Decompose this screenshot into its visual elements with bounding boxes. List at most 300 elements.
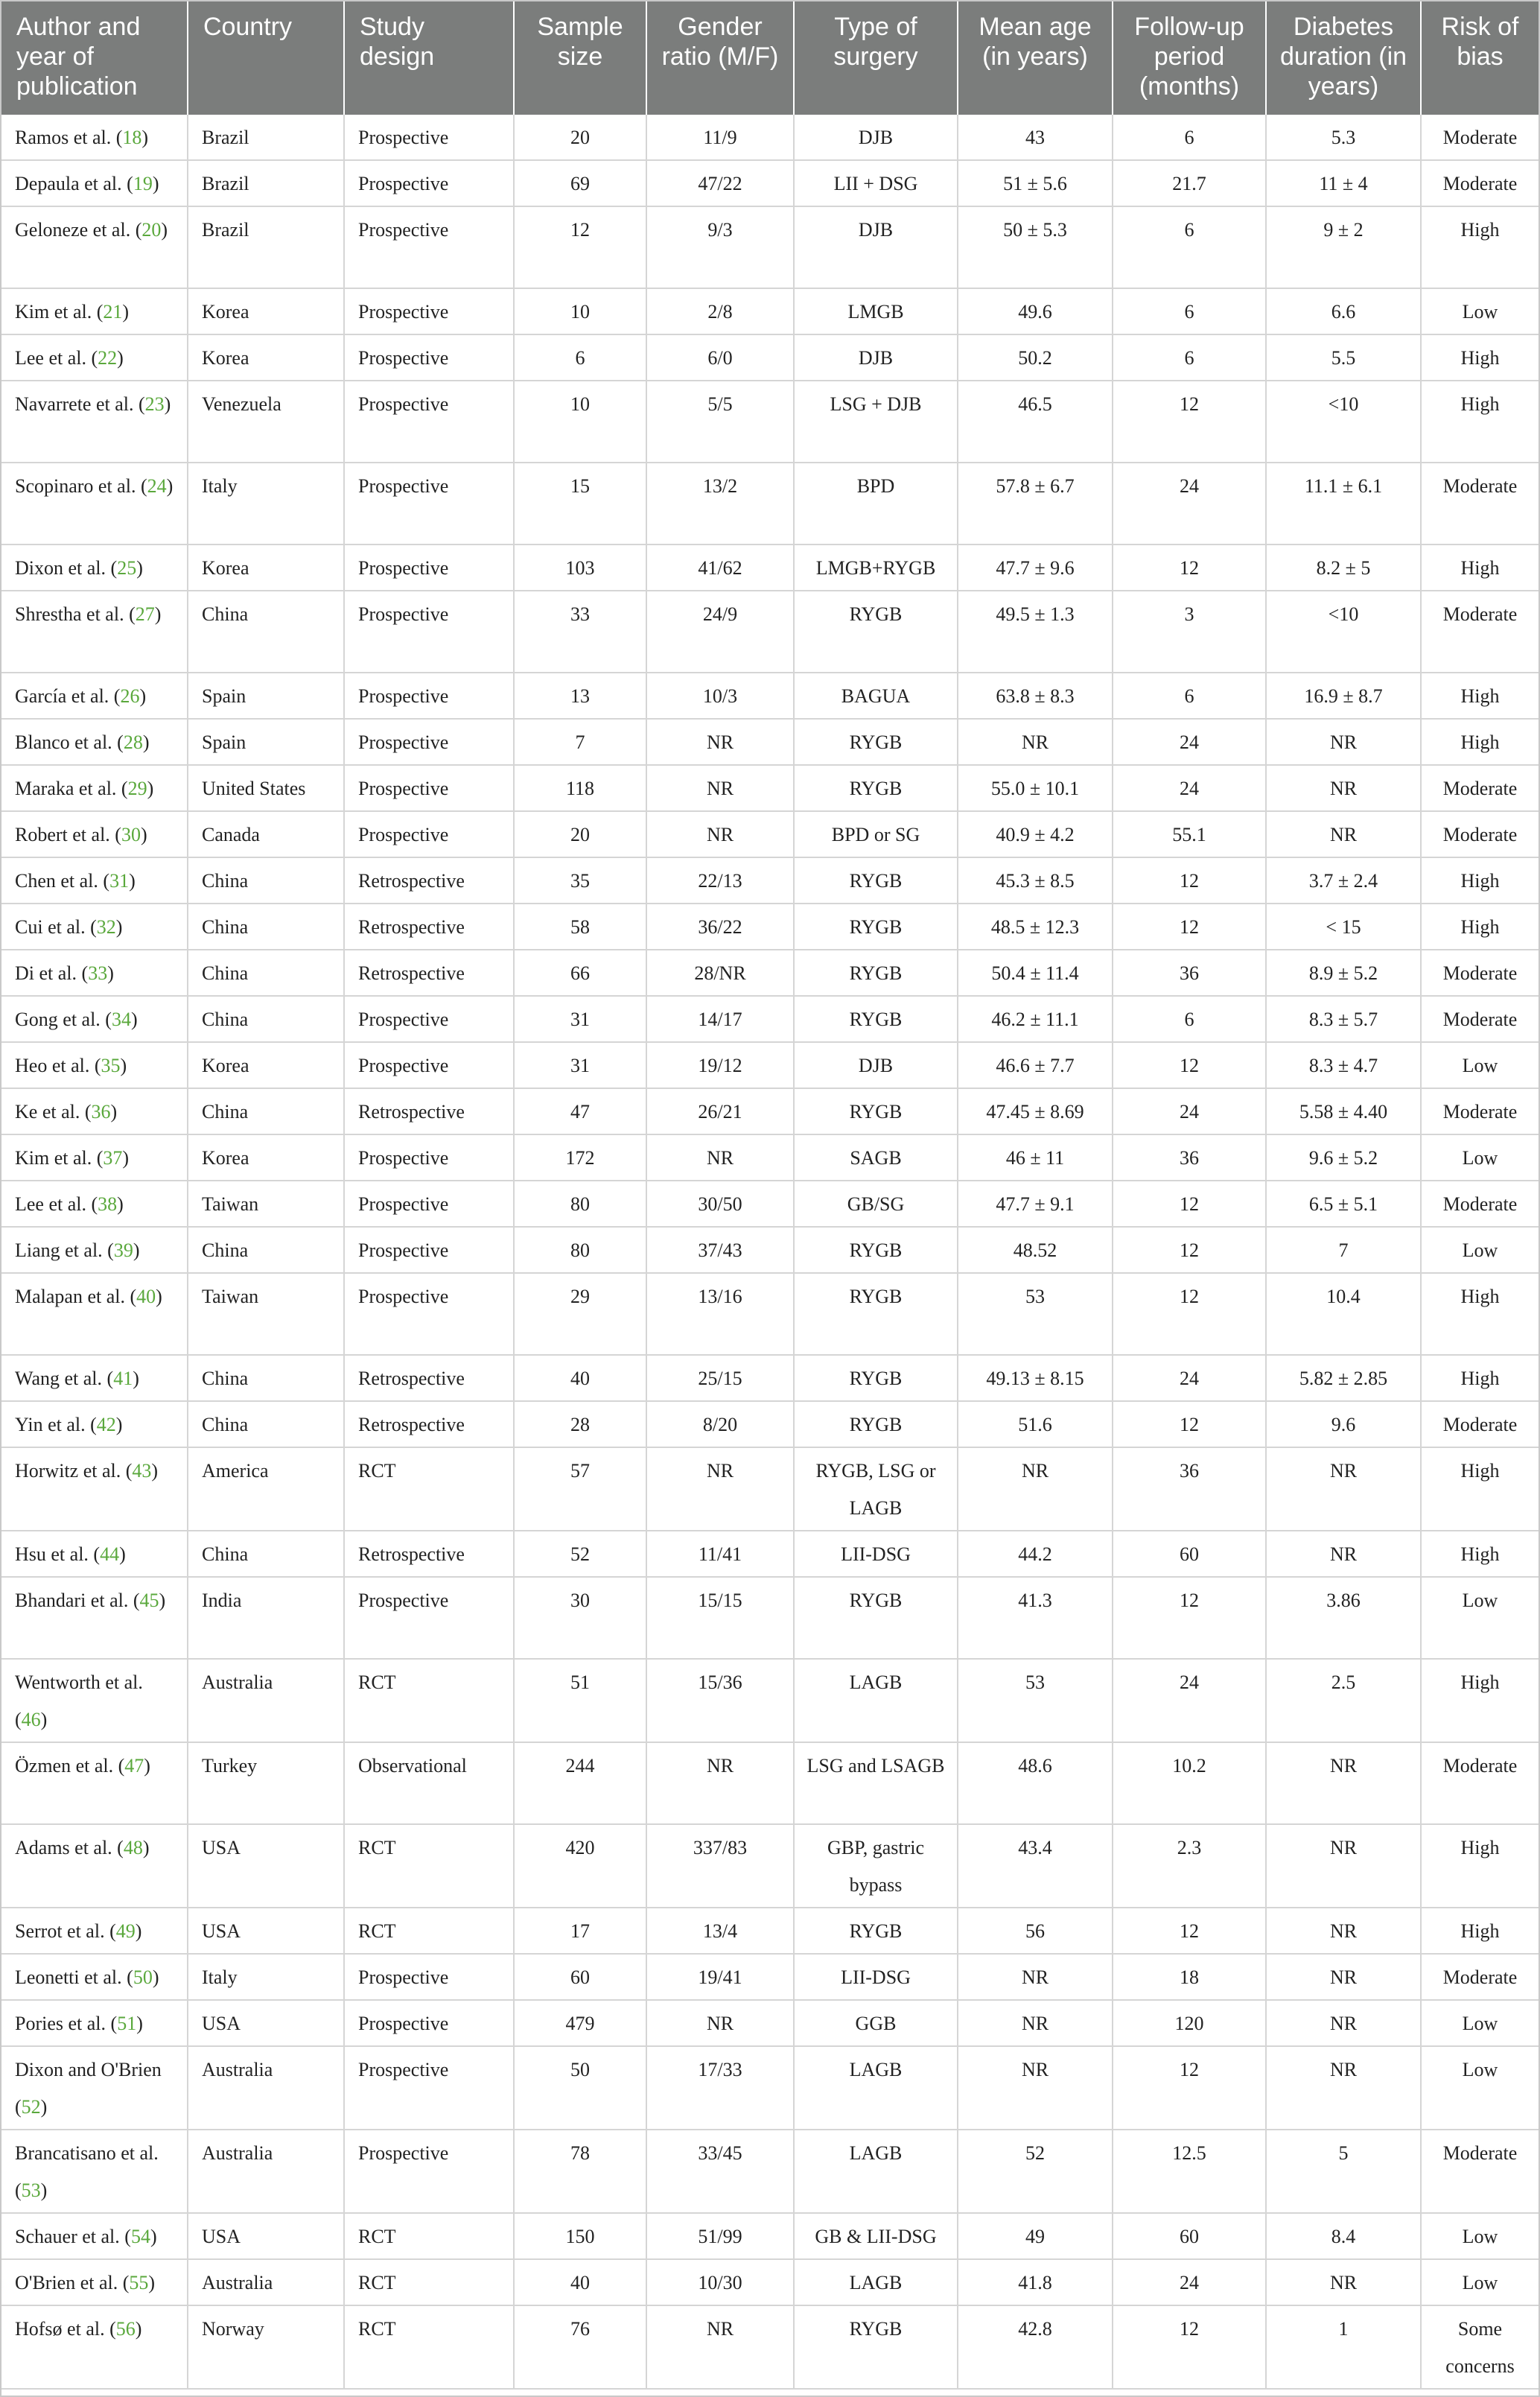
- cell-sample-size: 50: [514, 2046, 646, 2130]
- cell-follow-up: 12: [1113, 381, 1266, 463]
- cell-sample-size: 29: [514, 1273, 646, 1355]
- cell-author: [1, 1659, 188, 1742]
- cell-mean-age: NR: [958, 2046, 1113, 2130]
- cell-follow-up: 12: [1113, 1042, 1266, 1088]
- cell-follow-up: 12: [1113, 1401, 1266, 1447]
- reference-close-paren: ): [161, 219, 168, 241]
- cell-surgery-type: RYGB: [794, 857, 958, 904]
- cell-surgery-type: LMGB+RYGB: [794, 545, 958, 591]
- cell-sample-size: 80: [514, 1181, 646, 1227]
- reference-close-paren: ): [130, 1009, 138, 1030]
- reference-link[interactable]: 43: [132, 1460, 152, 1482]
- cell-gender-ratio: NR: [646, 2305, 794, 2389]
- cell-study-design: RCT: [344, 2305, 514, 2389]
- cell-surgery-type: LAGB: [794, 2259, 958, 2305]
- table-row: [1, 765, 1539, 811]
- cell-diabetes-duration: 5.58 ± 4.40: [1266, 1088, 1421, 1134]
- reference-link[interactable]: 28: [123, 731, 143, 753]
- cell-study-design: Prospective: [344, 2130, 514, 2213]
- cell-surgery-type: LMGB: [794, 288, 958, 334]
- cell-risk-of-bias: Moderate: [1421, 2130, 1539, 2213]
- table-row: [1, 545, 1539, 591]
- cell-follow-up: 36: [1113, 950, 1266, 996]
- cell-country: China: [188, 1088, 344, 1134]
- cell-mean-age: 48.5 ± 12.3: [958, 904, 1113, 950]
- reference-link[interactable]: 31: [109, 870, 130, 892]
- header-country: Country: [188, 1, 344, 115]
- cell-sample-size: 150: [514, 2213, 646, 2259]
- cell-study-design: RCT: [344, 2259, 514, 2305]
- cell-country: USA: [188, 2213, 344, 2259]
- cell-diabetes-duration: 5.5: [1266, 334, 1421, 381]
- cell-country: Korea: [188, 1042, 344, 1088]
- cell-surgery-type: DJB: [794, 1042, 958, 1088]
- cell-diabetes-duration: NR: [1266, 1908, 1421, 1954]
- cell-gender-ratio: 10/3: [646, 673, 794, 719]
- cell-study-design: Prospective: [344, 2000, 514, 2046]
- table-row: [1, 1042, 1539, 1088]
- cell-sample-size: 69: [514, 160, 646, 206]
- reference-link[interactable]: 20: [141, 219, 162, 241]
- cell-diabetes-duration: NR: [1266, 1742, 1421, 1824]
- cell-author: [1, 765, 188, 811]
- cell-risk-of-bias: Moderate: [1421, 160, 1539, 206]
- cell-country: Korea: [188, 334, 344, 381]
- cell-mean-age: 46 ± 11: [958, 1134, 1113, 1181]
- cell-diabetes-duration: 11 ± 4: [1266, 160, 1421, 206]
- cell-mean-age: 49.5 ± 1.3: [958, 591, 1113, 673]
- cell-study-design: Retrospective: [344, 950, 514, 996]
- reference-link[interactable]: 45: [139, 1590, 159, 1611]
- cell-follow-up: 6: [1113, 334, 1266, 381]
- cell-sample-size: 80: [514, 1227, 646, 1273]
- cell-author: [1, 1355, 188, 1401]
- cell-follow-up: 12.5: [1113, 2130, 1266, 2213]
- author-text: Bhandari et al. (: [15, 1590, 140, 1611]
- cell-study-design: Retrospective: [344, 1401, 514, 1447]
- cell-gender-ratio: 5/5: [646, 381, 794, 463]
- cell-sample-size: 40: [514, 2259, 646, 2305]
- cell-diabetes-duration: 8.3 ± 5.7: [1266, 996, 1421, 1042]
- cell-country: USA: [188, 1824, 344, 1908]
- cell-diabetes-duration: NR: [1266, 1531, 1421, 1577]
- reference-close-paren: ): [117, 347, 124, 369]
- reference-close-paren: ): [147, 778, 154, 799]
- cell-diabetes-duration: 5: [1266, 2130, 1421, 2213]
- reference-link[interactable]: 32: [96, 916, 116, 938]
- cell-diabetes-duration: 1: [1266, 2305, 1421, 2389]
- cell-mean-age: 63.8 ± 8.3: [958, 673, 1113, 719]
- cell-risk-of-bias: High: [1421, 1447, 1539, 1531]
- cell-gender-ratio: 15/36: [646, 1659, 794, 1742]
- cell-country: China: [188, 1227, 344, 1273]
- cell-sample-size: 10: [514, 381, 646, 463]
- cell-author: [1, 115, 188, 160]
- cell-follow-up: 3: [1113, 591, 1266, 673]
- cell-follow-up: 24: [1113, 1088, 1266, 1134]
- author-text: Brancatisano et al. (: [15, 2142, 159, 2201]
- cell-mean-age: 51 ± 5.6: [958, 160, 1113, 206]
- reference-link[interactable]: 48: [123, 1837, 143, 1858]
- cell-gender-ratio: 11/9: [646, 115, 794, 160]
- cell-gender-ratio: NR: [646, 811, 794, 857]
- cell-surgery-type: LII-DSG: [794, 1954, 958, 2000]
- cell-study-design: Prospective: [344, 1577, 514, 1659]
- cell-risk-of-bias: Moderate: [1421, 1742, 1539, 1824]
- cell-risk-of-bias: Low: [1421, 1577, 1539, 1659]
- cell-author: [1, 1531, 188, 1577]
- reference-link[interactable]: 24: [147, 475, 167, 497]
- reference-link[interactable]: 55: [129, 2272, 149, 2293]
- cell-risk-of-bias: Moderate: [1421, 950, 1539, 996]
- cell-risk-of-bias: High: [1421, 1273, 1539, 1355]
- reference-close-paren: ): [142, 731, 150, 753]
- cell-risk-of-bias: Moderate: [1421, 1088, 1539, 1134]
- table-row: [1, 1824, 1539, 1908]
- table-row: [1, 1742, 1539, 1824]
- cell-mean-age: 51.6: [958, 1401, 1113, 1447]
- reference-link[interactable]: 26: [120, 685, 140, 707]
- reference-link[interactable]: 30: [121, 824, 141, 845]
- cell-study-design: Prospective: [344, 463, 514, 545]
- reference-link[interactable]: 38: [98, 1193, 118, 1215]
- reference-link[interactable]: 34: [111, 1009, 131, 1030]
- cell-author: [1, 206, 188, 288]
- author-text: Leonetti et al. (: [15, 1966, 133, 1988]
- cell-surgery-type: LII + DSG: [794, 160, 958, 206]
- cell-diabetes-duration: 3.86: [1266, 1577, 1421, 1659]
- cell-study-design: Prospective: [344, 160, 514, 206]
- cell-author: [1, 1088, 188, 1134]
- table-row: [1, 2213, 1539, 2259]
- cell-study-design: RCT: [344, 2213, 514, 2259]
- reference-close-paren: ): [141, 127, 149, 148]
- cell-author: [1, 381, 188, 463]
- cell-country: China: [188, 1531, 344, 1577]
- table-row: [1, 1181, 1539, 1227]
- table-row: [1, 1908, 1539, 1954]
- cell-follow-up: 21.7: [1113, 160, 1266, 206]
- reference-close-paren: ): [142, 1837, 150, 1858]
- cell-author: [1, 904, 188, 950]
- cell-gender-ratio: 13/2: [646, 463, 794, 545]
- cell-sample-size: 13: [514, 673, 646, 719]
- reference-link[interactable]: 39: [113, 1239, 133, 1261]
- cell-risk-of-bias: High: [1421, 1531, 1539, 1577]
- reference-link[interactable]: 49: [115, 1920, 136, 1942]
- cell-follow-up: 6: [1113, 115, 1266, 160]
- cell-study-design: Prospective: [344, 206, 514, 288]
- cell-mean-age: 49: [958, 2213, 1113, 2259]
- author-text: Cui et al. (: [15, 916, 97, 938]
- table-row: [1, 160, 1539, 206]
- cell-country: China: [188, 950, 344, 996]
- reference-close-paren: ): [140, 824, 147, 845]
- cell-risk-of-bias: Moderate: [1421, 765, 1539, 811]
- author-text: Adams et al. (: [15, 1837, 124, 1858]
- table-row: [1, 1088, 1539, 1134]
- cell-risk-of-bias: Moderate: [1421, 591, 1539, 673]
- cell-author: [1, 545, 188, 591]
- cell-country: Italy: [188, 463, 344, 545]
- cell-mean-age: 50.4 ± 11.4: [958, 950, 1113, 996]
- cell-gender-ratio: 11/41: [646, 1531, 794, 1577]
- cell-study-design: Prospective: [344, 811, 514, 857]
- cell-mean-age: 48.52: [958, 1227, 1113, 1273]
- author-text: Malapan et al. (: [15, 1286, 137, 1307]
- cell-study-design: Prospective: [344, 1227, 514, 1273]
- cell-diabetes-duration: NR: [1266, 2000, 1421, 2046]
- cell-mean-age: 45.3 ± 8.5: [958, 857, 1113, 904]
- table-row: [1, 719, 1539, 765]
- cell-diabetes-duration: 6.6: [1266, 288, 1421, 334]
- reference-link[interactable]: 56: [115, 2318, 136, 2340]
- table-row: [1, 1954, 1539, 2000]
- cell-country: Australia: [188, 2259, 344, 2305]
- cell-mean-age: 55.0 ± 10.1: [958, 765, 1113, 811]
- author-text: Hsu et al. (: [15, 1543, 101, 1565]
- cell-surgery-type: GB/SG: [794, 1181, 958, 1227]
- cell-mean-age: 53: [958, 1659, 1113, 1742]
- cell-surgery-type: BPD: [794, 463, 958, 545]
- cell-diabetes-duration: <10: [1266, 591, 1421, 673]
- cell-gender-ratio: 8/20: [646, 1401, 794, 1447]
- header-author: Author and year of publication: [1, 1, 188, 115]
- cell-follow-up: 60: [1113, 1531, 1266, 1577]
- reference-link[interactable]: 53: [21, 2179, 41, 2201]
- cell-diabetes-duration: 5.3: [1266, 115, 1421, 160]
- cell-follow-up: 12: [1113, 1181, 1266, 1227]
- cell-study-design: Retrospective: [344, 1355, 514, 1401]
- cell-author: [1, 2130, 188, 2213]
- cell-gender-ratio: 47/22: [646, 160, 794, 206]
- cell-author: [1, 1824, 188, 1908]
- reference-link[interactable]: 47: [124, 1755, 144, 1777]
- cell-study-design: Prospective: [344, 1134, 514, 1181]
- cell-gender-ratio: 9/3: [646, 206, 794, 288]
- header-follow-up: Follow-up period (months): [1113, 1, 1266, 115]
- cell-follow-up: 24: [1113, 463, 1266, 545]
- cell-risk-of-bias: High: [1421, 673, 1539, 719]
- reference-link[interactable]: 19: [133, 173, 153, 194]
- cell-mean-age: 46.6 ± 7.7: [958, 1042, 1113, 1088]
- cell-mean-age: 49.6: [958, 288, 1113, 334]
- reference-close-paren: ): [135, 2318, 142, 2340]
- author-text: Wentworth et al. (: [15, 1671, 143, 1730]
- cell-surgery-type: GB & LII-DSG: [794, 2213, 958, 2259]
- reference-close-paren: ): [164, 393, 171, 415]
- cell-gender-ratio: 6/0: [646, 334, 794, 381]
- cell-mean-age: 57.8 ± 6.7: [958, 463, 1113, 545]
- cell-gender-ratio: 25/15: [646, 1355, 794, 1401]
- cell-surgery-type: BAGUA: [794, 673, 958, 719]
- cell-risk-of-bias: Low: [1421, 1134, 1539, 1181]
- cell-follow-up: 12: [1113, 1273, 1266, 1355]
- cell-study-design: Retrospective: [344, 1531, 514, 1577]
- cell-sample-size: 51: [514, 1659, 646, 1742]
- cell-sample-size: 60: [514, 1954, 646, 2000]
- cell-author: [1, 1447, 188, 1531]
- reference-close-paren: ): [107, 962, 114, 984]
- reference-link[interactable]: 42: [96, 1414, 116, 1435]
- cell-study-design: Prospective: [344, 1954, 514, 2000]
- reference-link[interactable]: 40: [136, 1286, 156, 1307]
- cell-follow-up: 12: [1113, 1908, 1266, 1954]
- cell-diabetes-duration: NR: [1266, 811, 1421, 857]
- cell-sample-size: 66: [514, 950, 646, 996]
- cell-study-design: Prospective: [344, 2046, 514, 2130]
- cell-gender-ratio: 22/13: [646, 857, 794, 904]
- cell-country: China: [188, 904, 344, 950]
- cell-mean-age: 41.3: [958, 1577, 1113, 1659]
- author-text: Lee et al. (: [15, 347, 98, 369]
- header-sample-size: Sample size: [514, 1, 646, 115]
- reference-link[interactable]: 23: [144, 393, 165, 415]
- reference-link[interactable]: 29: [127, 778, 147, 799]
- cell-mean-age: 52: [958, 2130, 1113, 2213]
- cell-country: Australia: [188, 2130, 344, 2213]
- cell-mean-age: 49.13 ± 8.15: [958, 1355, 1113, 1401]
- reference-close-paren: ): [144, 1755, 150, 1777]
- cell-gender-ratio: NR: [646, 1742, 794, 1824]
- cell-follow-up: 24: [1113, 2259, 1266, 2305]
- reference-link[interactable]: 37: [103, 1147, 123, 1169]
- reference-link[interactable]: 44: [100, 1543, 120, 1565]
- table-row: [1, 1401, 1539, 1447]
- reference-close-paren: ): [40, 1709, 48, 1730]
- author-text: Robert et al. (: [15, 824, 121, 845]
- author-text: Kim et al. (: [15, 1147, 104, 1169]
- cell-mean-age: 43: [958, 115, 1113, 160]
- cell-risk-of-bias: Low: [1421, 1042, 1539, 1088]
- table-row: [1, 1659, 1539, 1742]
- reference-link[interactable]: 36: [91, 1101, 111, 1123]
- cell-sample-size: 6: [514, 334, 646, 381]
- reference-link[interactable]: 25: [117, 557, 137, 579]
- cell-diabetes-duration: 7: [1266, 1227, 1421, 1273]
- reference-close-paren: ): [150, 2226, 157, 2247]
- cell-sample-size: 103: [514, 545, 646, 591]
- cell-diabetes-duration: 9.6: [1266, 1401, 1421, 1447]
- reference-link[interactable]: 33: [88, 962, 108, 984]
- cell-author: [1, 591, 188, 673]
- cell-sample-size: 118: [514, 765, 646, 811]
- cell-study-design: Prospective: [344, 545, 514, 591]
- cell-gender-ratio: NR: [646, 2000, 794, 2046]
- reference-link[interactable]: 54: [130, 2226, 150, 2247]
- cell-mean-age: NR: [958, 1447, 1113, 1531]
- cell-study-design: Prospective: [344, 673, 514, 719]
- cell-author: [1, 950, 188, 996]
- cell-country: China: [188, 1401, 344, 1447]
- cell-gender-ratio: 13/4: [646, 1908, 794, 1954]
- author-text: Di et al. (: [15, 962, 89, 984]
- header-surgery-type: Type of surgery: [794, 1, 958, 115]
- reference-close-paren: ): [156, 1286, 162, 1307]
- cell-surgery-type: RYGB: [794, 1273, 958, 1355]
- cell-study-design: RCT: [344, 1659, 514, 1742]
- reference-link[interactable]: 22: [98, 347, 118, 369]
- reference-close-paren: ): [152, 1966, 159, 1988]
- cell-surgery-type: RYGB: [794, 2305, 958, 2389]
- reference-link[interactable]: 35: [101, 1055, 121, 1076]
- cell-risk-of-bias: Moderate: [1421, 115, 1539, 160]
- reference-link[interactable]: 52: [21, 2096, 41, 2118]
- cell-author: [1, 2259, 188, 2305]
- header-diabetes-duration: Diabetes duration (in years): [1266, 1, 1421, 115]
- cell-risk-of-bias: High: [1421, 719, 1539, 765]
- cell-diabetes-duration: 10.4: [1266, 1273, 1421, 1355]
- author-text: Geloneze et al. (: [15, 219, 142, 241]
- reference-link[interactable]: 41: [113, 1368, 133, 1389]
- cell-study-design: RCT: [344, 1824, 514, 1908]
- cell-diabetes-duration: 5.82 ± 2.85: [1266, 1355, 1421, 1401]
- reference-link[interactable]: 46: [21, 1709, 41, 1730]
- cell-sample-size: 7: [514, 719, 646, 765]
- cell-author: [1, 1042, 188, 1088]
- cell-follow-up: 12: [1113, 904, 1266, 950]
- cell-risk-of-bias: High: [1421, 334, 1539, 381]
- author-text: Wang et al. (: [15, 1368, 114, 1389]
- cell-follow-up: 24: [1113, 1659, 1266, 1742]
- cell-diabetes-duration: 16.9 ± 8.7: [1266, 673, 1421, 719]
- cell-author: [1, 160, 188, 206]
- reference-link[interactable]: 50: [133, 1966, 153, 1988]
- cell-mean-age: 43.4: [958, 1824, 1113, 1908]
- reference-link[interactable]: 18: [122, 127, 142, 148]
- cell-surgery-type: RYGB: [794, 1908, 958, 1954]
- cell-mean-age: 44.2: [958, 1531, 1113, 1577]
- table-row: [1, 2305, 1539, 2389]
- cell-country: Australia: [188, 2046, 344, 2130]
- reference-link[interactable]: 51: [117, 2013, 137, 2034]
- author-text: Maraka et al. (: [15, 778, 128, 799]
- author-text: Lee et al. (: [15, 1193, 98, 1215]
- cell-sample-size: 15: [514, 463, 646, 545]
- reference-link[interactable]: 27: [135, 603, 155, 625]
- cell-risk-of-bias: Moderate: [1421, 463, 1539, 545]
- reference-link[interactable]: 21: [103, 301, 123, 323]
- cell-surgery-type: LAGB: [794, 2130, 958, 2213]
- cell-surgery-type: RYGB: [794, 950, 958, 996]
- table-row: [1, 2259, 1539, 2305]
- cell-sample-size: 10: [514, 288, 646, 334]
- cell-follow-up: 55.1: [1113, 811, 1266, 857]
- cell-follow-up: 12: [1113, 1577, 1266, 1659]
- cell-diabetes-duration: 11.1 ± 6.1: [1266, 463, 1421, 545]
- cell-gender-ratio: 15/15: [646, 1577, 794, 1659]
- cell-author: [1, 288, 188, 334]
- cell-author: [1, 1954, 188, 2000]
- cell-gender-ratio: 41/62: [646, 545, 794, 591]
- cell-mean-age: 46.2 ± 11.1: [958, 996, 1113, 1042]
- cell-country: America: [188, 1447, 344, 1531]
- table-row: [1, 857, 1539, 904]
- cell-gender-ratio: 19/12: [646, 1042, 794, 1088]
- cell-country: Brazil: [188, 115, 344, 160]
- cell-study-design: Prospective: [344, 591, 514, 673]
- author-text: Shrestha et al. (: [15, 603, 136, 625]
- cell-surgery-type: RYGB: [794, 1227, 958, 1273]
- cell-follow-up: 2.3: [1113, 1824, 1266, 1908]
- author-text: Serrot et al. (: [15, 1920, 116, 1942]
- cell-surgery-type: RYGB: [794, 904, 958, 950]
- cell-surgery-type: RYGB, LSG or LAGB: [794, 1447, 958, 1531]
- cell-study-design: Retrospective: [344, 857, 514, 904]
- cell-author: [1, 1273, 188, 1355]
- cell-surgery-type: RYGB: [794, 591, 958, 673]
- cell-mean-age: NR: [958, 2000, 1113, 2046]
